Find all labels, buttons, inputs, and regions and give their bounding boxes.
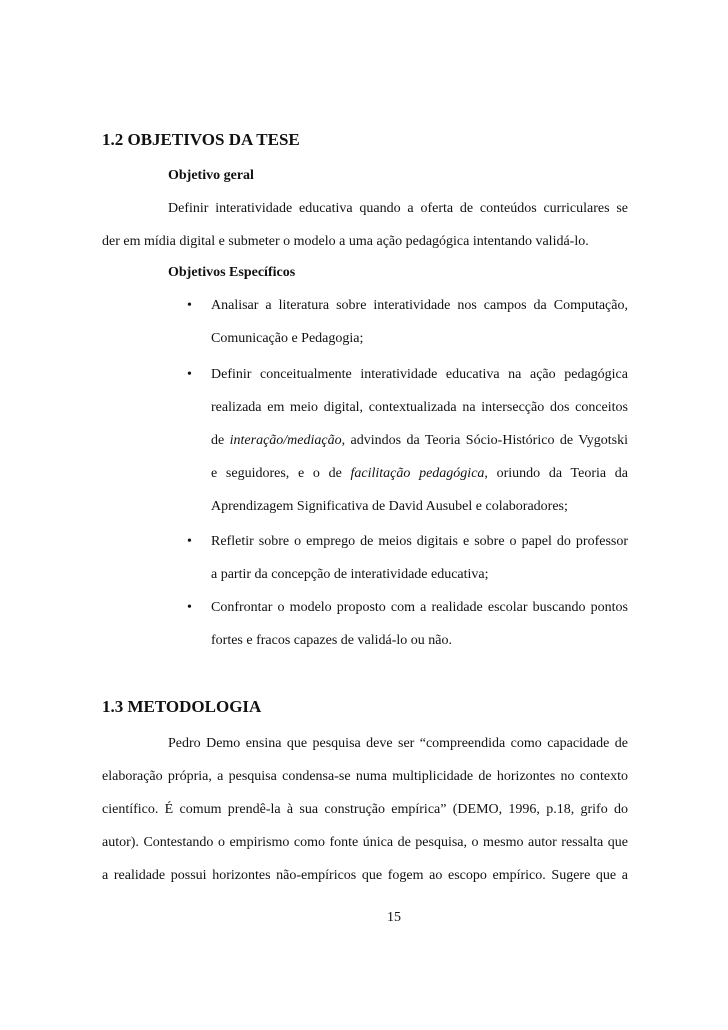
objetivo-geral-heading: Objetivo geral: [168, 168, 254, 183]
bullet-3-line-1: Refletir sobre o emprego de meios digitais e sobre o papel do professor: [211, 534, 628, 549]
bullet-4-line-1: Confrontar o modelo proposto com a realidade escolar buscando pontos: [211, 600, 628, 615]
bullet-marker-1: •: [187, 298, 192, 313]
metodologia-line-3: científico. É comum prendê-la à sua construção empírica” (DEMO, 1996, p.18, grifo do: [102, 802, 628, 817]
metodologia-line-1: Pedro Demo ensina que pesquisa deve ser “compreendida como capacidade de: [168, 736, 628, 751]
bullet-2-line-4-pre: e seguidores, e o de: [211, 466, 351, 481]
metodologia-line-4: autor). Contestando o empirismo como fonte única de pesquisa, o mesmo autor ressalta que: [102, 835, 628, 850]
term-interacao-mediacao: interação/mediação: [229, 433, 342, 448]
section-title-metodologia: 1.3 METODOLOGIA: [102, 697, 262, 716]
bullet-marker-3: •: [187, 534, 192, 549]
bullet-2-line-4: [211, 466, 628, 482]
objetivo-geral-line-2: der em mídia digital e submeter o modelo a uma ação pedagógica intentando validá-lo.: [102, 234, 589, 249]
bullet-2-line-3: [211, 433, 628, 449]
bullet-2-line-1: Definir conceitualmente interatividade educativa na ação pedagógica: [211, 367, 628, 382]
objetivos-especificos-heading: Objetivos Específicos: [168, 265, 296, 280]
term-facilitacao-pedagogica: facilitação pedagógica: [350, 466, 485, 481]
bullet-1-line-2: Comunicação e Pedagogia;: [211, 331, 364, 346]
objetivo-geral-line-1: Definir interatividade educativa quando a oferta de conteúdos curriculares se: [168, 201, 628, 216]
bullet-2-line-5: Aprendizagem Significativa de David Ausubel e colaboradores;: [211, 499, 568, 514]
section-title-objetivos: 1.2 OBJETIVOS DA TESE: [102, 130, 300, 149]
metodologia-line-2: elaboração própria, a pesquisa condensa-se numa multiplicidade de horizontes no contexto: [102, 769, 628, 784]
bullet-2-line-3-post: , advindos da Teoria Sócio-Histórico de Vygotski: [341, 433, 629, 448]
bullet-marker-2: •: [187, 367, 192, 382]
bullet-2-line-4-post: , oriundo da Teoria da: [484, 466, 628, 481]
metodologia-line-5: a realidade possui horizontes não-empíricos que fogem ao escopo empírico. Sugere que a: [102, 868, 628, 883]
bullet-4-line-2: fortes e fracos capazes de validá-lo ou não.: [211, 633, 452, 648]
bullet-2-line-3-pre: de: [211, 433, 230, 448]
bullet-2-line-2: realizada em meio digital, contextualizada na intersecção dos conceitos: [211, 400, 628, 415]
page-number: 15: [387, 910, 401, 925]
bullet-1-line-1: Analisar a literatura sobre interatividade nos campos da Computação,: [211, 298, 628, 313]
bullet-marker-4: •: [187, 600, 192, 615]
bullet-3-line-2: a partir da concepção de interatividade educativa;: [211, 567, 489, 582]
